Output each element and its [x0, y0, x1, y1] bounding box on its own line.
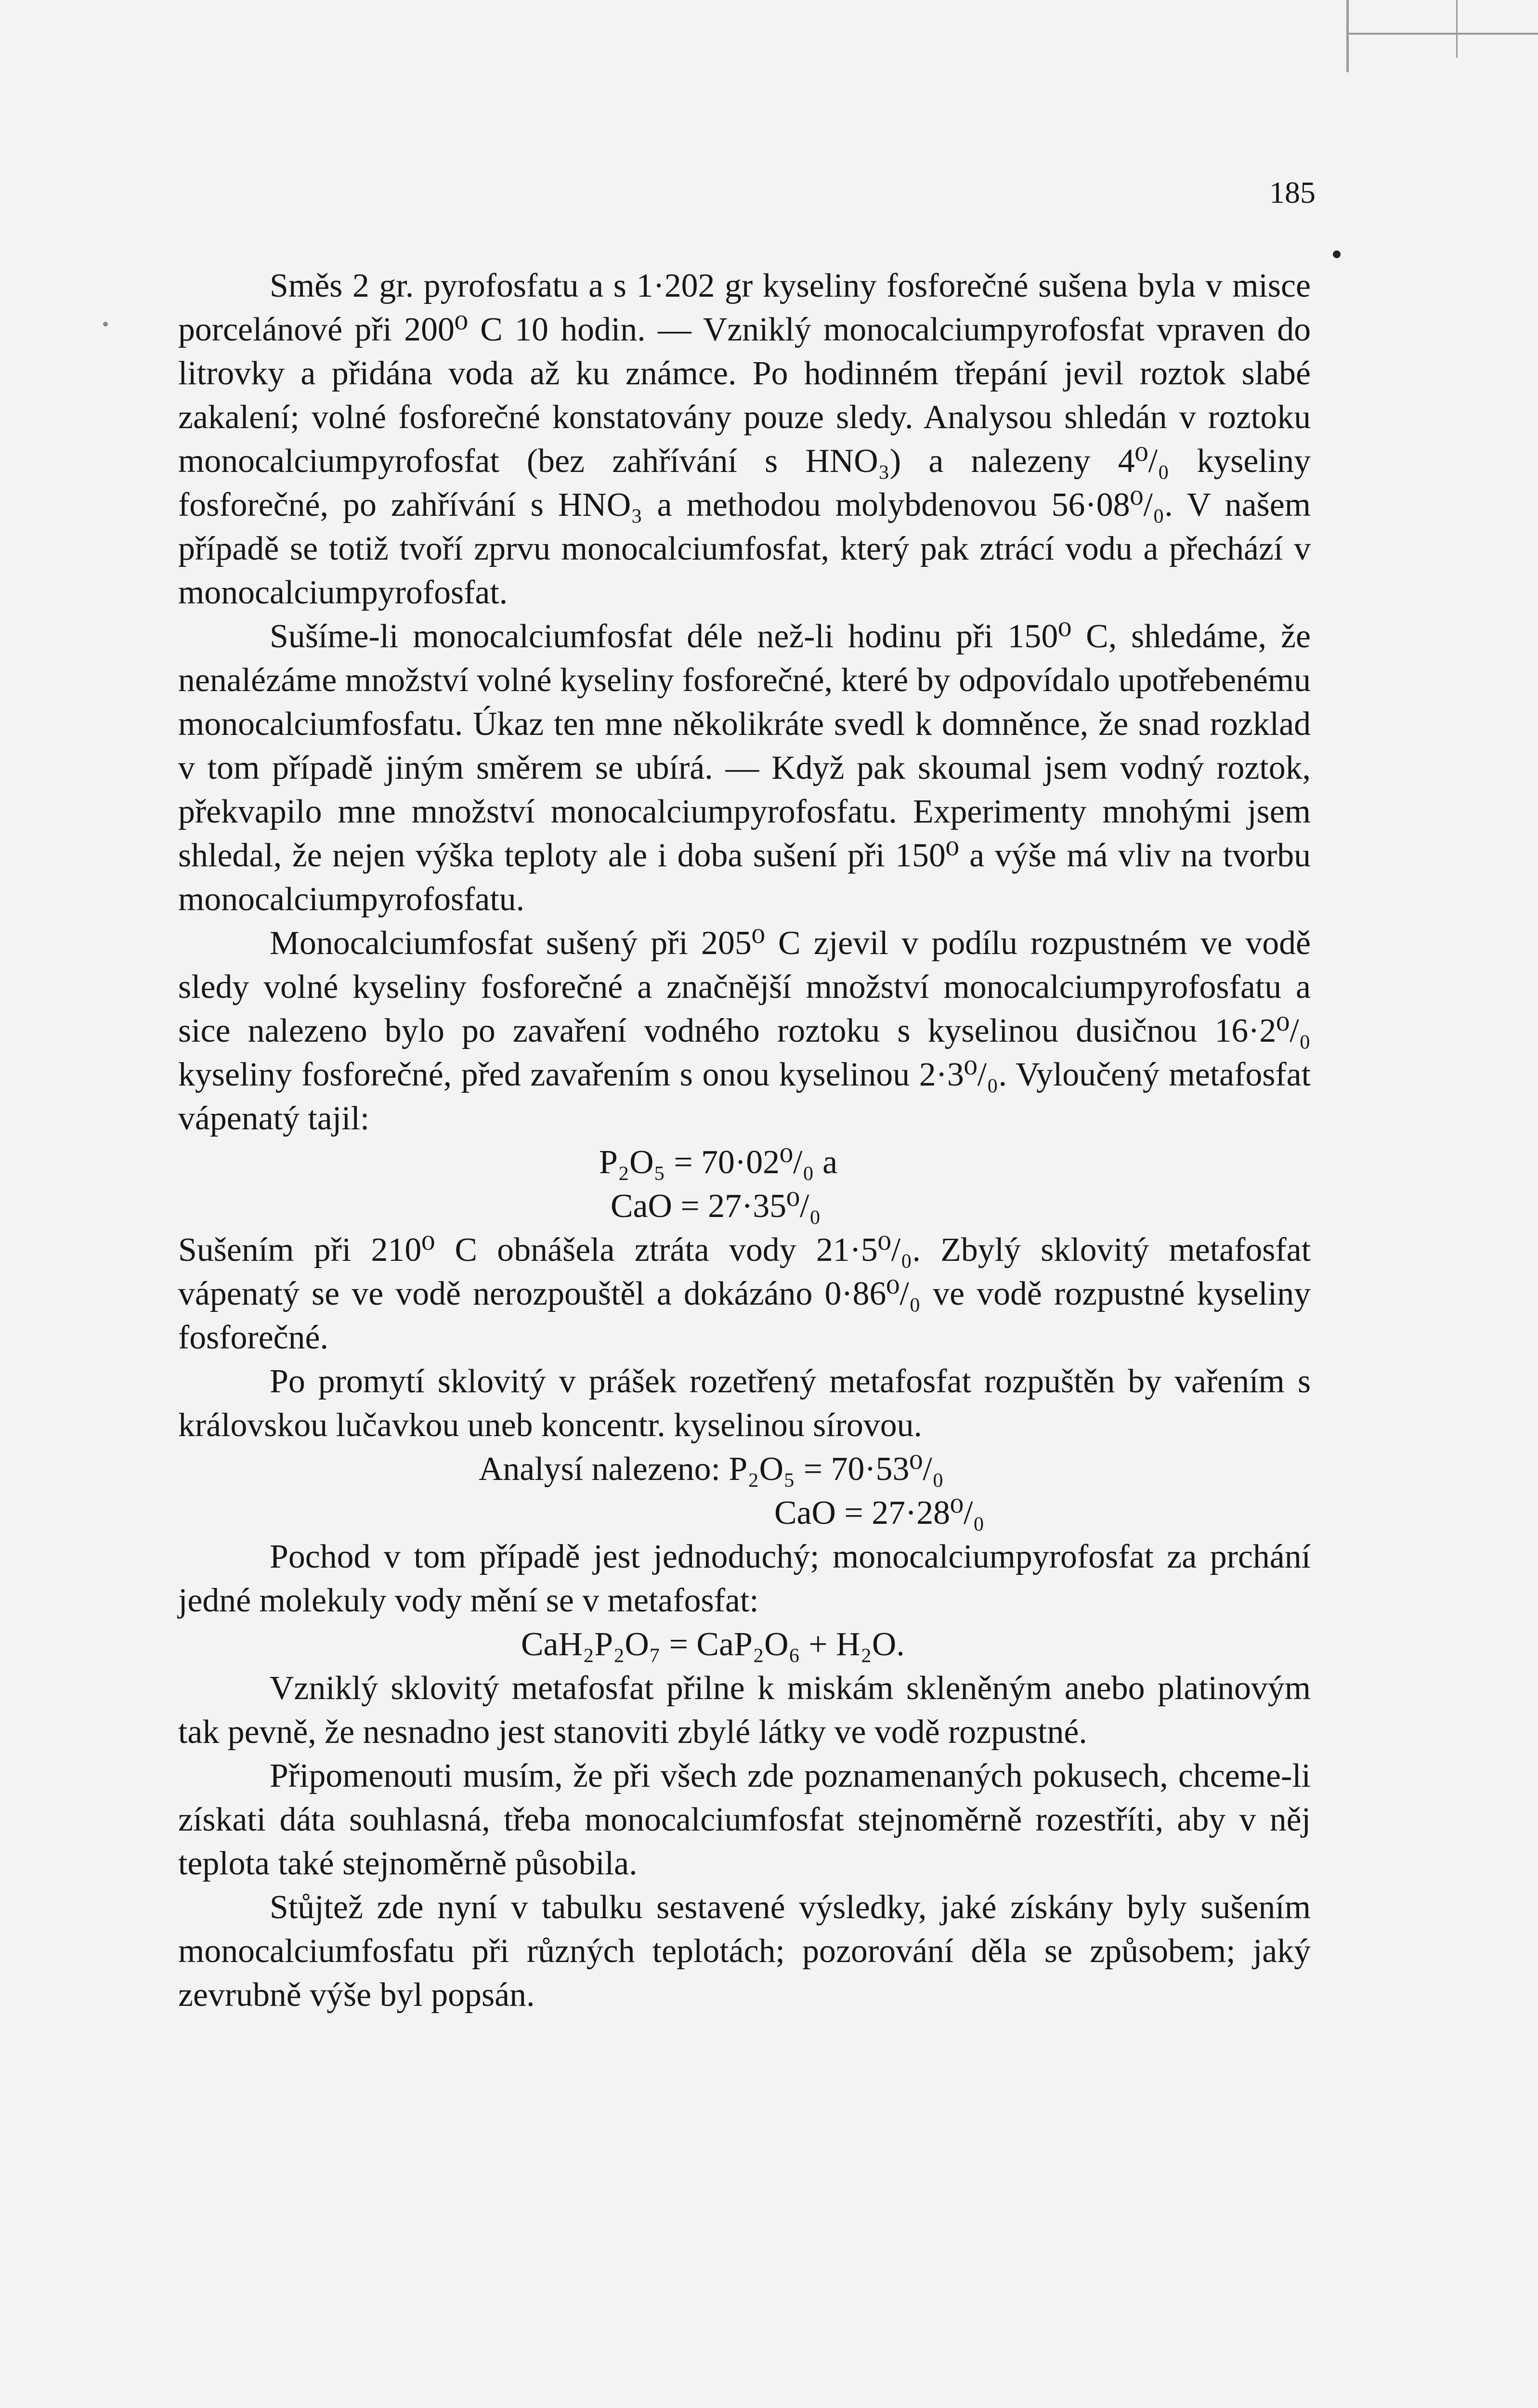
margin-speck: [1333, 250, 1341, 258]
paragraph: Monocalciumfosfat sušený při 205⁰ C zjevil v podílu rozpustném ve vodě sledy volné kyseliny fosforečné a značnější množství monocalciumpyrofosfatu a sice nalezeno bylo po zavaření vodného roztoku s kyselinou dusičnou 16·2⁰/₀ kyseliny fosforečné, před zavařením s onou kyselinou 2·3⁰/₀. Vyloučený metafosfat vápenatý tajil:: [178, 925, 1311, 1137]
paragraph: Pochod v tom případě jest jednoduchý; monocalciumpyrofosfat za prchání jedné molekuly vody mění se v metafosfat:: [178, 1538, 1311, 1619]
paragraph: Po promytí sklovitý v prášek rozetřený metafosfat rozpuštěn by vařením s královskou lučavkou uneb koncentr. kyselinou sírovou.: [178, 1363, 1311, 1444]
paragraph: Vzniklý sklovitý metafosfat přilne k miskám skleněným anebo platinovým tak pevně, že nesnadno jest stanoviti zbylé látky ve vodě rozpustné.: [178, 1670, 1311, 1751]
formula-reaction: CaH₂P₂O₇ = CaP₂O₆ + H₂O.: [521, 1626, 905, 1663]
scan-edge-mark-vertical: [1346, 0, 1349, 72]
paragraph: Stůjtež zde nyní v tabulku sestavené výsledky, jaké získány byly sušením monocalciumfosfatu při různých teplotách; pozorování děla se způsobem; jaký zevrubně výše byl popsán.: [178, 1889, 1311, 2014]
page-number: 185: [1269, 175, 1316, 209]
formula-cao: CaO = 27·35⁰/₀: [611, 1188, 821, 1225]
scan-edge-mark-right: [1456, 0, 1458, 58]
paragraph: Sušením při 210⁰ C obnášela ztráta vody 21·5⁰/₀. Zbylý sklovitý metafosfat vápenatý se ve vodě nerozpouštěl a dokázáno 0·86⁰/₀ ve vodě rozpustné kyseliny fosforečné.: [178, 1231, 1311, 1356]
paragraph: Připomenouti musím, že při všech zde poznamenaných pokusech, chceme-li získati dáta souhlasná, třeba monocalciumfosfat stejnoměrně rozestříti, aby v něj teplota také stejnoměrně působila.: [178, 1757, 1311, 1882]
formula-analysis-p2o5: Analysí nalezeno: P₂O₅ = 70·53⁰/₀: [479, 1451, 944, 1488]
paragraph: Sušíme-li monocalciumfosfat déle než-li hodinu při 150⁰ C, shledáme, že nenalézáme množství volné kyseliny fosforečné, které by odpovídalo upotřebenému monocalciumfosfatu. Úkaz ten mne několikráte svedl k domněnce, že snad rozklad v tom případě jiným směrem se ubírá. — Když pak skoumal jsem vodný roztok, překvapilo mne množství monocalciumpyrofosfatu. Experimenty mnohými jsem shledal, že nejen výška teploty ale i doba sušení při 150⁰ a výše má vliv na tvorbu monocalciumpyrofosfatu.: [178, 618, 1311, 918]
formula-p2o5: P₂O₅ = 70·02⁰/₀ a: [599, 1144, 838, 1181]
formula-analysis-cao: CaO = 27·28⁰/₀: [774, 1494, 985, 1531]
page-body: [178, 264, 1311, 2017]
paragraph: Směs 2 gr. pyrofosfatu a s 1·202 gr kyseliny fosforečné sušena byla v misce porcelánové při 200⁰ C 10 hodin. — Vzniklý monocalciumpyrofosfat vpraven do litrovky a přidána voda až ku známce. Po hodinném třepání jevil roztok slabé zakalení; volné fosforečné konstatovány pouze sledy. Analysou shledán v roztoku monocalciumpyrofosfat (bez zahřívání s HNO₃) a nalezeny 4⁰/₀ kyseliny fosforečné, po zahřívání s HNO₃ a methodou molybdenovou 56·08⁰/₀. V našem případě se totiž tvoří zprvu monocalciumfosfat, který pak ztrácí vodu a přechází v monocalciumpyrofosfat.: [178, 267, 1311, 611]
scan-edge-mark-top: [1348, 33, 1538, 35]
margin-speck-left: [103, 322, 108, 327]
